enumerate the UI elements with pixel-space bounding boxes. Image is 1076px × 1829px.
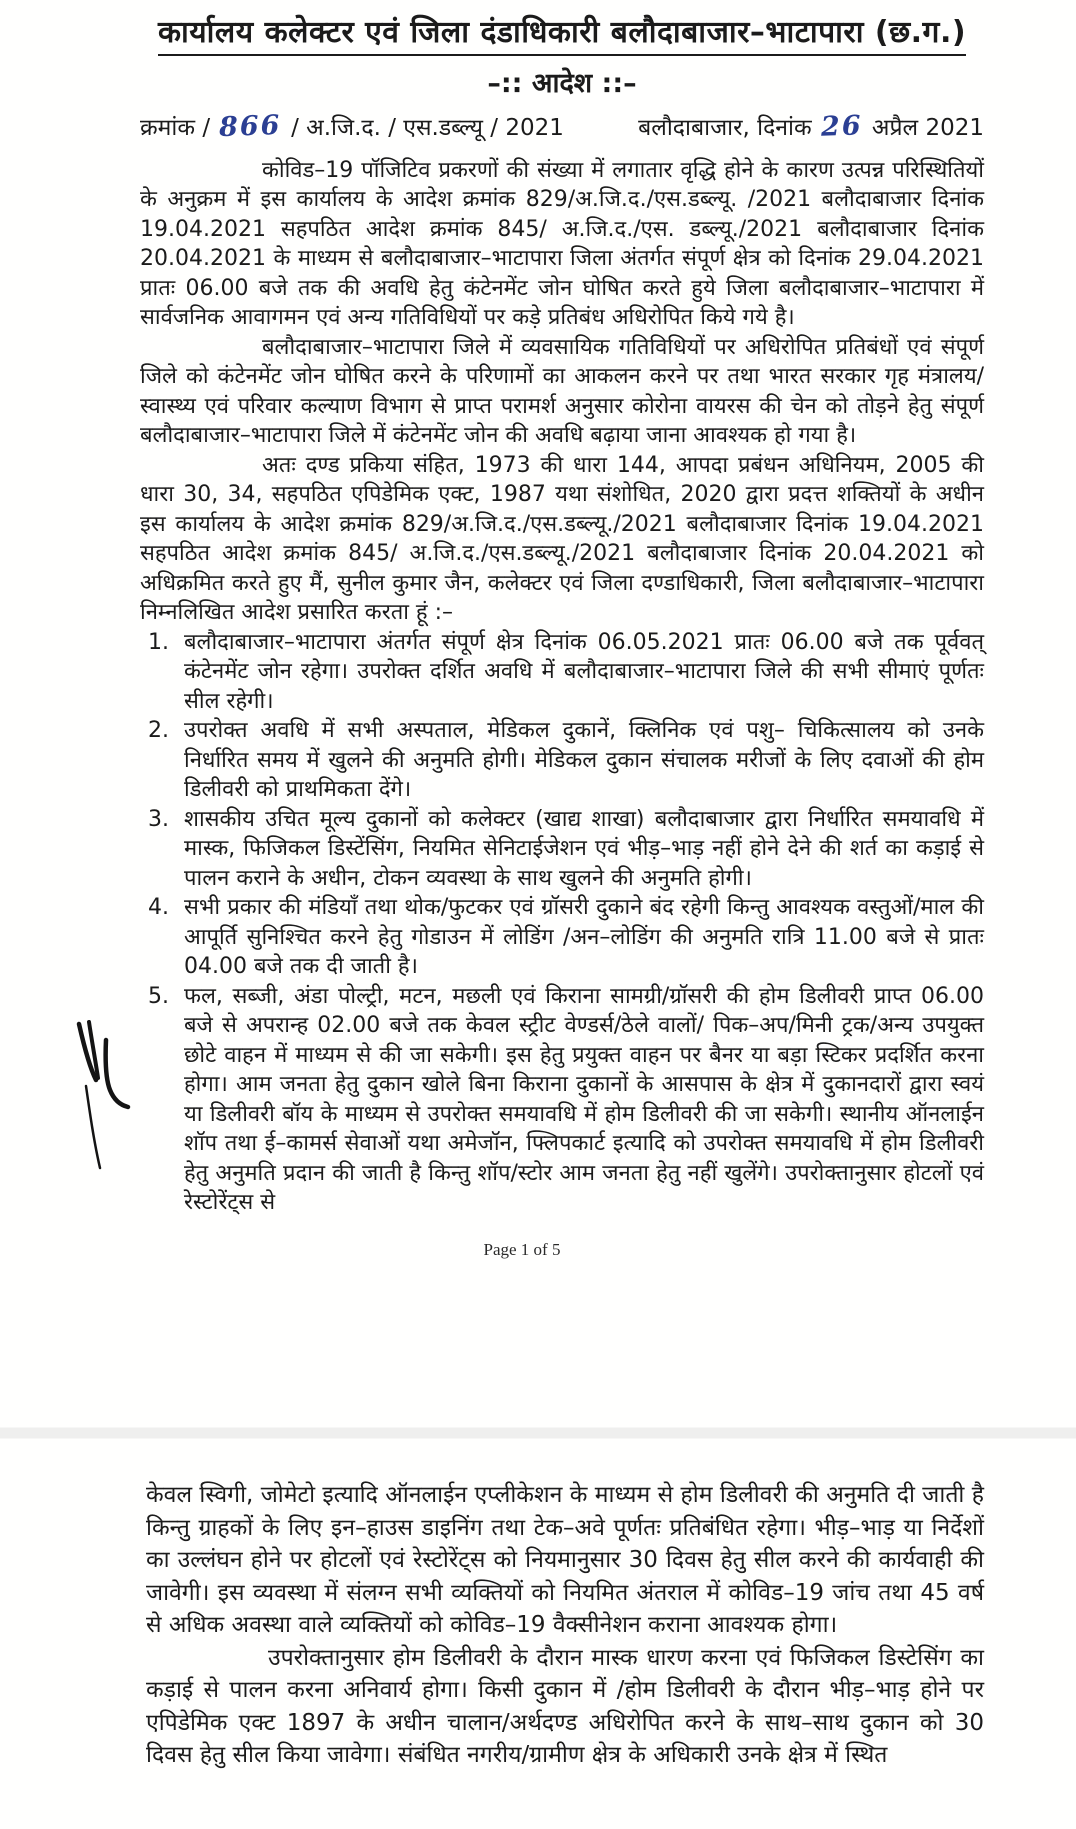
- order-item-number: 4.: [148, 895, 169, 920]
- body-paragraph-1: कोविड–19 पॉजिटिव प्रकरणों की संख्या में लगातार वृद्धि होने के कारण उत्पन्न परिस्थितियों के अनुक्रम में इस कार्यालय के आदेश क्रमांक 829/अ.जि.द./एस.डब्ल्यू. /2021 बलौदाबाजार दिनांक 19.04.2021 सहपठित आदेश क्रमांक 845/ अ.जि.द./एस. डब्ल्यू./2021 बलौदाबाजार दिनांक 20.04.2021 के माध्यम से बलौदाबाजार–भाटापारा जिला अंतर्गत संपूर्ण क्षेत्र को दिनांक 29.04.2021 प्रातः 06.00 बजे तक की अवधि हेतु कंटेनमेंट जोन घोषित करते हुये जिला बलौदाबाजार–भाटापारा में सार्वजनिक आवागमन एवं अन्य गतिविधियों पर कड़े प्रतिबंध अधिरोपित किये गये है।: [140, 157, 984, 330]
- order-item-text: फल, सब्जी, अंडा पोल्ट्री, मटन, मछली एवं किराना सामग्री/ग्रॉसरी की होम डिलीवरी प्राप्त 06.00 बजे से अपरान्ह 02.00 बजे तक केवल स्ट्रीट वेण्डर्स/ठेले वालों/ पिक–अप/मिनी ट्रक/अन्य उपयुक्त छोटे वाहन में माध्यम से की जा सकेगी। इस हेतु प्रयुक्त वाहन पर बैनर या बड़ा स्टिकर प्रदर्शित करना होगा। आम जनता हेतु दुकान खोले बिना किराना दुकानों के आसपास के क्षेत्र में दुकानदारों द्वारा स्वयं या डिलीवरी बॉय के माध्यम से उपरोक्त समयावधि में होम डिलीवरी की जा सकेगी। स्थानीय ऑनलाईन शॉप तथा ई–कामर्स सेवाओं यथा अमेजॉन, फ्लिपकार्ट इत्यादि को उपरोक्त समयावधि में होम डिलीवरी हेतु अनुमति प्रदान की जाती है किन्तु शॉप/स्टोर आम जनता हेतु नहीं खुलेंगे। उपरोक्तानुसार होटलों एवं रेस्टोरेंट्स से: [184, 983, 984, 1215]
- order-item-text: सभी प्रकार की मंडियाँ तथा थोक/फुटकर एवं ग्रॉसरी दुकाने बंद रहेगी किन्तु आवश्यक वस्तुओं/माल की आपूर्ति सुनिश्चित करने हेतु गोडाउन में लोडिंग /अन–लोडिंग की अनुमति रात्रि 11.00 बजे से प्रातः 04.00 बजे तक दी जाती है।: [184, 895, 984, 979]
- place-date-suffix: अप्रैल 2021: [864, 114, 984, 141]
- order-item-number: 5.: [148, 983, 169, 1009]
- order-item-text: उपरोक्त अवधि में सभी अस्पताल, मेडिकल दुकानें, क्लिनिक एवं पशु– चिकित्सालय को उनके निर्धारित समय में खुलने की अनुमति होगी। मेडिकल दुकान संचालक मरीजों के लिए दवाओं की होम डिलीवरी को प्राथमिकता देंगे।: [184, 718, 984, 802]
- order-body: [140, 156, 984, 1218]
- handwritten-date: 26: [820, 109, 864, 143]
- order-item-text: शासकीय उचित मूल्य दुकानों को कलेक्टर (खाद्य शाखा) बलौदाबाजार द्वारा निर्धारित समयावधि में मास्क, फिजिकल डिस्टेंसिंग, नियमित सेनिटाईजेशन एवं भीड़–भाड़ नहीं होने देने की शर्त का कड़ाई से पालन कराने के अधीन, टोकन व्यवस्था के साथ खुलने की अनुमति होगी।: [184, 806, 984, 891]
- order-heading: –:: आदेश ::–: [487, 67, 637, 99]
- body-paragraph-3: अतः दण्ड प्रकिया संहित, 1973 की धारा 144, आपदा प्रबंधन अधिनियम, 2005 की धारा 30, 34, सहपठित एपिडेमिक एक्ट, 1987 यथा संशोधित, 2020 द्वारा प्रदत्त शक्तियों के अधीन इस कार्यालय के आदेश क्रमांक 829/अ.जि.द./एस.डब्ल्यू./2021 बलौदाबाजार दिनांक 19.04.2021 सहपठित आदेश क्रमांक 845/ अ.जि.द./एस.डब्ल्यू./2021 बलौदाबाजार दिनांक 20.04.2021 को अधिक्रमित करते हुए मैं, सुनील कुमार जैन, कलेक्टर एवं जिला दण्डाधिकारी, जिला बलौदाबाजार–भाटापारा निम्नलिखित आदेश प्रसारित करता हूं :–: [140, 452, 984, 625]
- page-2: [0, 1439, 1076, 1829]
- order-number-label: क्रमांक /: [140, 114, 218, 141]
- order-directives-list: [140, 628, 984, 1218]
- order-item-text: बलौदाबाजार–भाटापारा अंतर्गत संपूर्ण क्षेत्र दिनांक 06.05.2021 प्रातः 06.00 बजे तक पूर्ववत् कंटेनमेंट जोन रहेगा। उपरोक्त दर्शित अवधि में बलौदाबाजार–भाटापारा जिले की सभी सीमाएं पूर्णतः सील रहेगी।: [184, 629, 984, 714]
- place-date-label: बलौदाबाजार, दिनांक: [638, 114, 819, 141]
- order-item-4: [140, 893, 984, 982]
- page-separator: [0, 1427, 1076, 1439]
- order-item-number: 3.: [148, 806, 169, 832]
- order-item-number: 2.: [148, 718, 169, 743]
- handwritten-order-number: 866: [218, 109, 283, 143]
- order-number-line: [140, 110, 564, 142]
- order-item-3: [140, 805, 984, 894]
- order-item-number: 1.: [148, 629, 169, 655]
- order-item-5: [140, 982, 984, 1218]
- order-number-suffix: / अ.जि.द. / एस.डब्ल्यू / 2021: [283, 114, 564, 141]
- page2-paragraph-2: उपरोक्तानुसार होम डिलीवरी के दौरान मास्क धारण करना एवं फिजिकल डिस्टेसिंग का कड़ाई से पालन करना अनिवार्य होगा। किसी दुकान में /होम डिलीवरी के दौरान भीड़–भाड़ होने पर एपिडेमिक एक्ट 1897 के अधीन चालान/अर्थदण्ड अधिरोपित करने के साथ–साथ दुकान को 30 दिवस हेतु सील किया जावेगा। संबंधित नगरीय/ग्रामीण क्षेत्र के अधिकारी उनके क्षेत्र में स्थित: [146, 1644, 984, 1768]
- page2-paragraph-1: केवल स्विगी, जोमेटो इत्यादि ऑनलाईन एप्लीकेशन के माध्यम से होम डिलीवरी की अनुमति दी जाती है किन्तु ग्राहकों के लिए इन–हाउस डाइनिंग तथा टेक–अवे पूर्णतः प्रतिबंधित रहेगा। भीड़–भाड़ या निर्देशों का उल्लंघन होने पर होटलों एवं रेस्टोरेंट्स को नियमानुसार 30 दिवस हेतु सील करने की कार्यवाही की जावेगी। इस व्यवस्था में संलग्न सभी व्यक्तियों को नियमित अंतराल में कोविड–19 जांच तथा 45 वर्ष से अधिक अवस्था वाले व्यक्तियों को कोविड–19 वैक्सीनेशन कराना आवश्यक होगा।: [146, 1482, 984, 1638]
- order-item-2: [140, 716, 984, 805]
- order-item-1: [140, 628, 984, 717]
- handwritten-margin-scribble-mark: [66, 1020, 132, 1200]
- reference-line: [140, 110, 984, 142]
- place-date-line: [638, 110, 984, 142]
- page-number-footer: Page 1 of 5: [483, 1239, 561, 1259]
- body-paragraph-2: बलौदाबाजार–भाटापारा जिले में व्यवसायिक गतिविधियों पर अधिरोपित प्रतिबंधों एवं संपूर्ण जिले को कंटेनमेंट जोन घोषित करने के परिणामों का आकलन करने पर तथा भारत सरकार गृह मंत्रालय/स्वास्थ्य एवं परिवार कल्याण विभाग से प्राप्त परामर्श अनुसार कोरोना वायरस की चेन को तोड़ने हेतु संपूर्ण बलौदाबाजार–भाटापारा जिले में कंटेनमेंट जोन की अवधि बढ़ाया जाना आवश्यक हो गया है।: [140, 334, 984, 448]
- office-title: कार्यालय कलेक्टर एवं जिला दंडाधिकारी बलौदाबाजार–भाटापारा (छ.ग.): [158, 16, 966, 56]
